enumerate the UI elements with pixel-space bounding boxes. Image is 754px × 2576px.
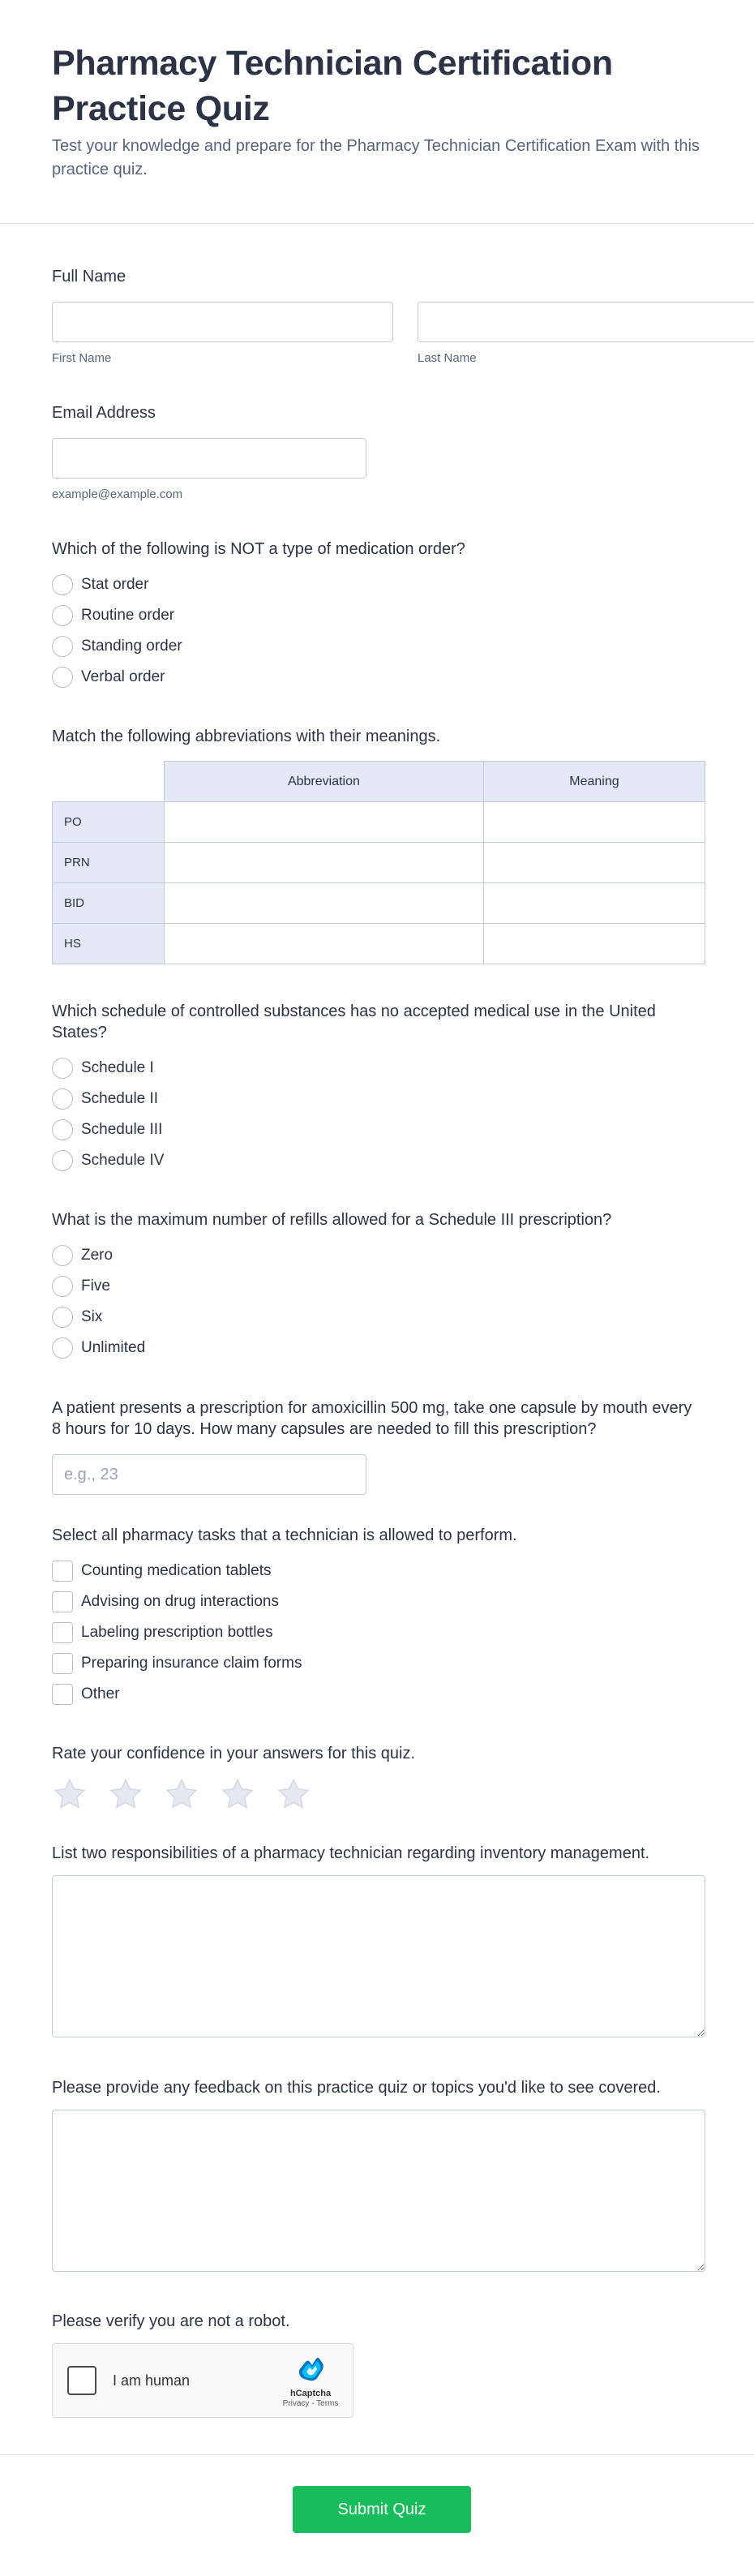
page-subtitle: Test your knowledge and prepare for the Pharmacy Technician Certification Exam with this practice quiz.	[52, 137, 700, 178]
captcha-label: Please verify you are not a robot.	[52, 2312, 290, 2330]
question-label: Please provide any feedback on this practice quiz or topics you'd like to see covered.	[52, 2079, 661, 2097]
radio-option[interactable]	[52, 1053, 702, 1084]
radio-option[interactable]	[52, 1302, 702, 1333]
matrix-cell[interactable]	[483, 883, 705, 924]
first-name-input[interactable]	[52, 302, 393, 342]
checkbox[interactable]	[52, 1684, 73, 1705]
radio-group	[52, 1240, 702, 1363]
radio-option[interactable]	[52, 662, 702, 693]
question-label: Match the following abbreviations with their meanings.	[52, 728, 441, 745]
option-label: Counting medication tablets	[81, 1562, 272, 1579]
option-label: Preparing insurance claim forms	[81, 1655, 302, 1672]
full-name-field	[52, 266, 702, 402]
feedback-textarea[interactable]	[52, 2110, 705, 2272]
option-label: Unlimited	[81, 1339, 146, 1356]
star-icon[interactable]	[52, 1777, 88, 1811]
email-label: Email Address	[52, 404, 156, 422]
question-capsule-count	[52, 1397, 702, 1525]
matrix-column-header: Meaning	[483, 762, 705, 802]
matrix-column-header: Abbreviation	[165, 762, 484, 802]
question-inventory-responsibilities	[52, 1843, 702, 2077]
matrix-row-header: PO	[53, 802, 165, 843]
matrix-cell[interactable]	[165, 924, 484, 964]
captcha-brand: hCaptcha	[289, 2389, 332, 2398]
checkbox[interactable]	[52, 1561, 73, 1582]
question-label: Rate your confidence in your answers for this quiz.	[52, 1745, 415, 1762]
checkbox-option[interactable]	[52, 1648, 702, 1679]
inventory-responsibilities-textarea[interactable]	[52, 1875, 705, 2037]
star-icon[interactable]	[276, 1777, 311, 1811]
matrix-row-header: BID	[53, 883, 165, 924]
matrix-cell[interactable]	[165, 843, 484, 883]
captcha-checkbox-text: I am human	[113, 2372, 191, 2389]
checkbox-option[interactable]	[52, 1586, 702, 1617]
radio-option[interactable]	[52, 1114, 702, 1145]
radio-button[interactable]	[52, 1307, 73, 1328]
question-medication-order	[52, 539, 702, 726]
checkbox-option[interactable]	[52, 1617, 702, 1648]
submit-button[interactable]: Submit Quiz	[293, 2486, 471, 2533]
last-name-input[interactable]	[418, 302, 754, 342]
first-name-sublabel: First Name	[52, 351, 112, 365]
hcaptcha-logo-icon	[294, 2352, 327, 2383]
option-label: Other	[81, 1685, 120, 1702]
question-label: A patient presents a prescription for amoxicillin 500 mg, take one capsule by mouth every 8 hours for 10 days. How many capsules are needed to fill this prescription?	[52, 1399, 692, 1438]
star-icon[interactable]	[220, 1777, 255, 1811]
page-title: Pharmacy Technician Certification Practice Quiz	[52, 44, 613, 128]
radio-button[interactable]	[52, 1150, 73, 1171]
radio-group	[52, 1053, 702, 1176]
radio-option[interactable]	[52, 1084, 702, 1114]
radio-button[interactable]	[52, 1337, 73, 1359]
radio-button[interactable]	[52, 667, 73, 688]
question-abbreviation-matrix	[52, 726, 702, 1001]
matrix-table	[52, 761, 705, 964]
option-label: Six	[81, 1308, 103, 1325]
question-feedback	[52, 2077, 702, 2311]
matrix-corner	[53, 762, 165, 802]
radio-button[interactable]	[52, 636, 73, 657]
question-confidence-rating	[52, 1743, 702, 1843]
last-name-sublabel: Last Name	[418, 351, 477, 365]
option-label: Five	[81, 1277, 110, 1294]
checkbox-option[interactable]	[52, 1679, 702, 1710]
radio-option[interactable]	[52, 1240, 702, 1271]
option-label: Advising on drug interactions	[81, 1593, 279, 1610]
option-label: Schedule I	[81, 1059, 154, 1076]
radio-option[interactable]	[52, 1333, 702, 1363]
captcha-checkbox[interactable]	[67, 2366, 96, 2395]
form-header	[0, 0, 754, 224]
captcha-widget	[52, 2343, 353, 2418]
form-footer	[0, 2454, 754, 2576]
checkbox-option[interactable]	[52, 1556, 702, 1586]
radio-option[interactable]	[52, 1145, 702, 1176]
radio-button[interactable]	[52, 1245, 73, 1266]
checkbox-group	[52, 1556, 702, 1710]
option-label: Schedule IV	[81, 1152, 165, 1169]
question-label: Which of the following is NOT a type of medication order?	[52, 540, 465, 558]
email-sublabel: example@example.com	[52, 487, 183, 501]
matrix-cell[interactable]	[165, 802, 484, 843]
radio-button[interactable]	[52, 605, 73, 626]
radio-button[interactable]	[52, 1058, 73, 1079]
radio-button[interactable]	[52, 1119, 73, 1140]
radio-button[interactable]	[52, 1088, 73, 1110]
captcha-field	[52, 2311, 702, 2418]
checkbox[interactable]	[52, 1653, 73, 1674]
star-rating	[52, 1777, 702, 1811]
option-label: Schedule II	[81, 1090, 159, 1107]
form-body	[0, 224, 754, 2418]
checkbox[interactable]	[52, 1591, 73, 1612]
question-refills	[52, 1209, 702, 1397]
radio-option[interactable]	[52, 631, 702, 662]
email-field	[52, 402, 702, 539]
radio-button[interactable]	[52, 574, 73, 595]
question-technician-tasks	[52, 1525, 702, 1743]
radio-option[interactable]	[52, 569, 702, 600]
question-label: List two responsibilities of a pharmacy technician regarding inventory management.	[52, 1844, 650, 1862]
matrix-cell[interactable]	[483, 843, 705, 883]
email-input[interactable]	[52, 438, 366, 479]
question-controlled-schedule	[52, 1001, 702, 1209]
option-label: Zero	[81, 1247, 114, 1264]
radio-group	[52, 569, 702, 693]
option-label: Stat order	[81, 576, 149, 593]
option-label: Verbal order	[81, 668, 165, 685]
capsule-count-input[interactable]	[52, 1454, 366, 1495]
option-label: Standing order	[81, 638, 182, 655]
option-label: Schedule III	[81, 1121, 163, 1138]
radio-option[interactable]	[52, 600, 702, 631]
option-label: Routine order	[81, 607, 175, 624]
question-label: Select all pharmacy tasks that a technician is allowed to perform.	[52, 1526, 517, 1544]
matrix-cell[interactable]	[483, 802, 705, 843]
question-label: Which schedule of controlled substances has no accepted medical use in the United States?	[52, 1002, 656, 1041]
option-label: Labeling prescription bottles	[81, 1624, 273, 1641]
radio-button[interactable]	[52, 1276, 73, 1297]
matrix-cell[interactable]	[165, 883, 484, 924]
radio-option[interactable]	[52, 1271, 702, 1302]
star-icon[interactable]	[108, 1777, 144, 1811]
full-name-label: Full Name	[52, 268, 126, 286]
matrix-cell[interactable]	[483, 924, 705, 964]
question-label: What is the maximum number of refills allowed for a Schedule III prescription?	[52, 1211, 612, 1229]
captcha-links[interactable]: Privacy - Terms	[282, 2399, 339, 2408]
star-icon[interactable]	[164, 1777, 199, 1811]
matrix-row-header: HS	[53, 924, 165, 964]
checkbox[interactable]	[52, 1622, 73, 1643]
captcha-logo	[278, 2352, 343, 2408]
matrix-row-header: PRN	[53, 843, 165, 883]
